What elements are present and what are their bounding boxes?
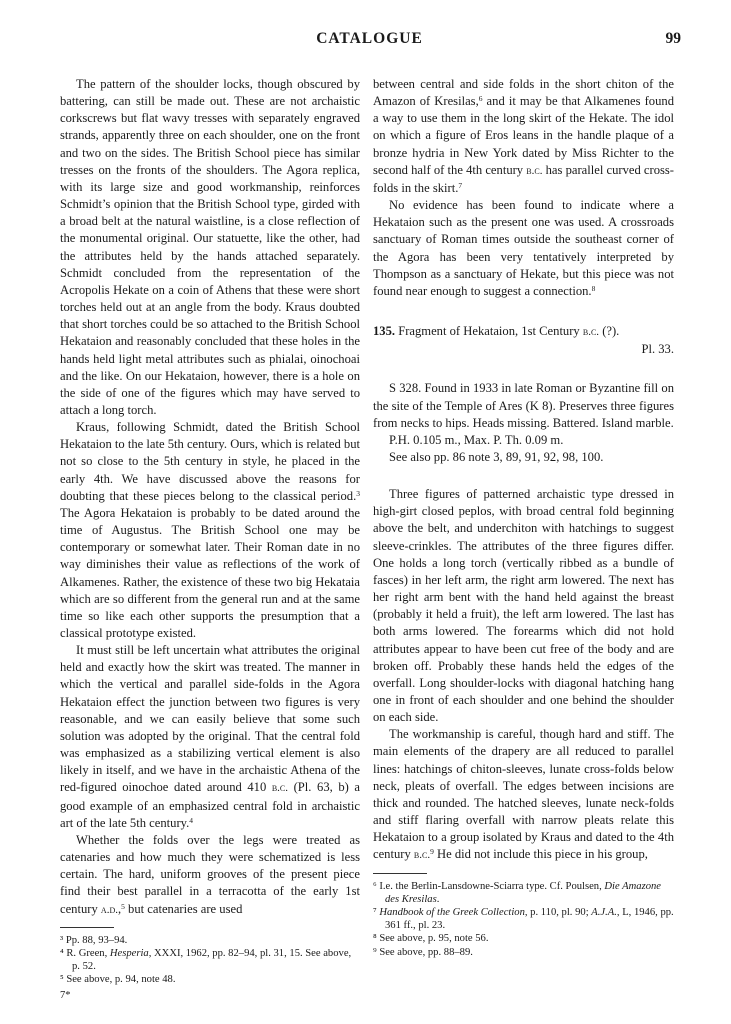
footnote-ref: 3 — [356, 488, 360, 498]
page-header — [56, 30, 683, 54]
right-column — [373, 76, 674, 959]
paragraph: The workmanship is careful, though hard and stiff. The main elements of the drapery are all reduced to parallel lines: hatchings of chiton-sleeves, lunate cross-folds below neck, pleats of overfall. The edges between incisions are thick and rounded. The hatched sleeves, lunate neck-folds and stiff flaring overfall with narrow pleats relate this Hekataion to a group isolated by Kraus and dated to the 4th century b.c.$^9$ He did not include this piece in his group, — [373, 727, 674, 862]
footnote: ³ Pp. 88, 93–94. — [60, 934, 128, 946]
footnote-ref: 5 — [121, 901, 125, 911]
running-head: CATALOGUE — [316, 30, 423, 47]
paragraph: Three figures of patterned archaistic type dressed in high-girt closed peplos, with broad central fold beginning above the belt, and underchiton with hatchings to suggest sleeve-crinkles. The attributes of the three figures differ. One holds a long torch (vertically ribbed as a bundle of fasces) in her left arm, the right arm lowered. The next has her right arm bent with the hand held against the breast (probably it held a fruit), the left arm lowered. The last has both arms lowered. The forearms which did not hold attributes appear to have been cut free of the body and are broken off. Probably these hands held the edges of the overfall. Long shoulder-locks with diagonal hatching hang one in front of each shoulder and one behind the shoulder on each side. — [373, 487, 674, 725]
paragraph: The pattern of the shoulder locks, though obscured by battering, can still be made out. These are not archaistic corkscrews but flat wavy tresses with separately engraved strands, apparently three on each shoulder, one on the front and two on the sides. The British School piece has similar tresses on the fronts of the shoulders. The Agora replica, with its large size and good workmanship, reinforces Schmidt’s opinion that the British School type, girded with a broad belt at the natural waistline, is a close reflection of the monumental original. Our statuette, like the other, had the attributes held by the hands attached separately. Schmidt concluded from the representation of the Acropolis Hekate on a coin of Athens that these were short torches held out at an angle from the body. Kraus doubted that short torches could be so attached to the British School Hekataion and reasonably concluded that these holes in the hands held light metal attributes such as phialai, oinochoai and the like. On our Hekataion, however, there is a hole on the side of one of the figures which may have served to attach a long torch. — [60, 77, 360, 417]
footnote-ref: 9 — [430, 847, 434, 857]
footnote: ⁴ R. Green, Hesperia, XXXI, 1962, pp. 82–94, pl. 31, 15. See above, p. 52. — [60, 947, 352, 973]
footnote-ref: 6 — [478, 94, 483, 104]
entry-data — [373, 380, 674, 466]
plate-reference: Pl. 33. — [641, 342, 674, 357]
footnote-rule — [60, 927, 114, 928]
footnote: ⁶ I.e. the Berlin-Lansdowne-Sciarra type. Cf. Poulsen, Die Amazone des Kresilas. — [373, 880, 661, 905]
footnote-ref: 8 — [591, 283, 596, 293]
entry-dimensions: P.H. 0.105 m., Max. P. Th. 0.09 m. — [389, 432, 564, 447]
entry-references: See also pp. 86 note 3, 89, 91, 92, 98, 100. — [389, 449, 604, 464]
paragraph: It must still be left uncertain what attributes the original held and exactly how the skirt was treated. The manner in which the vertical and parallel side-folds in the Agora Hekataion effect the junction between two figures is very reasonable, and we can easily believe that some such solution was adopted by the original. That the central fold was emphasized as a stabilizing vertical element is also likely in itself, and we have in the archaistic Athena of the red-figured oinochoe dated around 410 b.c. (Pl. 63, b) a good example of an emphasized central fold in archaistic art of the late 5th century.$^4$ — [60, 643, 360, 830]
entry-provenance: S 328. Found in 1933 in late Roman or Byzantine fill on the site of the Temple of Ares (K 8). Preserves three figures from necks to hips. Heads missing. Battered. Island marble. — [373, 381, 674, 430]
footnote: ⁸ See above, p. 95, note 56. — [373, 933, 489, 945]
footnote-ref: 4 — [189, 815, 194, 825]
footnote-ref: 7 — [458, 180, 463, 190]
paragraph: Kraus, following Schmidt, dated the British School Hekataion to the late 5th century. Ours, which is related but not so close to the 5th century in style, he placed in the early 4th. We have discussed above the reasons for doubting that these pieces belong to the classical period.$^3$ The Agora Hekataion is probably to be dated around the time of Augustus. The British School one may be contemporary or somewhat later. Their Roman date in no way diminishes their value as reflections of the work of Alkamenes. Rather, the existence of these two big Hekataia which are so different from the general run and at the same time so like each other supports the presumption that a classical prototype existed. — [60, 420, 360, 640]
entry-title: Fragment of Hekataion, 1st Century b.c. (?). — [398, 324, 620, 339]
page-number: 99 — [665, 30, 681, 47]
footnote: ⁷ Handbook of the Greek Collection, p. 110, pl. 90; A.J.A., L, 1946, pp. 361 ff., pl. 23. — [373, 906, 674, 932]
footnote: ⁵ See above, p. 94, note 48. — [60, 974, 176, 986]
entry-number: 135. — [373, 324, 396, 339]
catalogue-entry-heading — [373, 323, 674, 358]
footnote-rule — [373, 873, 427, 874]
footnote: ⁹ See above, pp. 88–89. — [373, 946, 473, 958]
footnotes — [60, 934, 360, 987]
left-column — [60, 76, 360, 986]
footnotes — [373, 880, 674, 959]
signature-mark: 7* — [60, 990, 71, 1001]
paragraph: between central and side folds in the short chiton of the Amazon of Kresilas,$^6$ and it may be that Alkamenes found a way to use them in the long skirt of the Hekate. The idol on which a figure of Eros leans in the handle plaque of a bronze hydria in New York dated by Miss Richter to the second half of the 4th century b.c. has parallel curved cross-folds in the skirt.$^7$ — [373, 77, 674, 195]
paragraph: Whether the folds over the legs were treated as catenaries and how much they were schematized is less certain. The hard, uniform grooves of the present piece find their best parallel in a terracotta of the early 1st century a.d.,$^5$ but catenaries are used — [60, 832, 360, 916]
paragraph: No evidence has been found to indicate where a Hekataion such as the present one was used. A crossroads sanctuary of Roman times outside the southeast corner of the Agora has been very tentatively interpreted by Thompson as a sanctuary of Hekate, but this piece was not found near enough to suggest a connection.$^8$ — [373, 198, 674, 298]
